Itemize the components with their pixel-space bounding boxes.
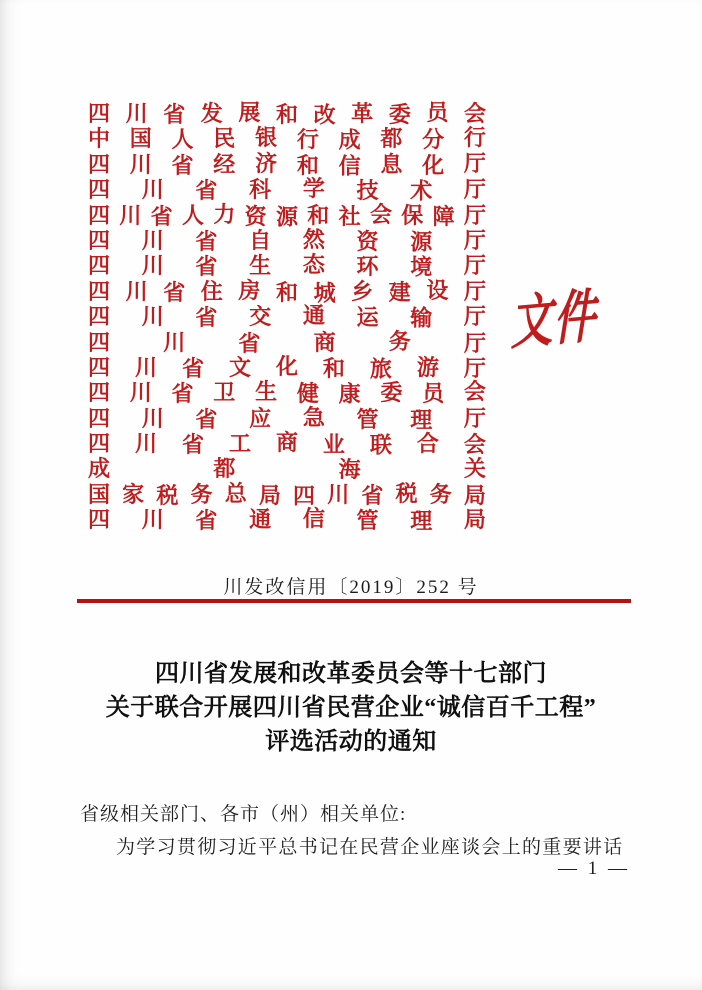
agency-char: 川	[141, 227, 164, 253]
agency-char: 川	[125, 101, 148, 126]
agency-line	[88, 431, 486, 456]
agency-line	[88, 126, 486, 151]
agency-char: 国	[88, 481, 111, 507]
agency-char: 省	[195, 508, 218, 534]
agency-char: 业	[322, 432, 345, 458]
agency-char: 四	[88, 380, 111, 406]
agency-char: 生	[249, 253, 272, 279]
agency-char: 交	[249, 304, 272, 330]
agency-char: 工	[228, 431, 251, 457]
wenjian-stamp: 文件	[508, 282, 606, 357]
agency-char: 川	[141, 405, 164, 431]
agency-char: 川	[327, 481, 350, 507]
agency-char: 省	[195, 178, 218, 204]
agency-char: 川	[141, 507, 164, 533]
document-title	[0, 657, 702, 759]
agency-char: 科	[249, 177, 272, 203]
salutation: 省级相关部门、各市（州）相关单位:	[80, 804, 407, 825]
agency-char: 四	[88, 278, 111, 304]
agency-char: 设	[426, 277, 449, 303]
agency-char: 信	[338, 153, 361, 179]
agency-char: 运	[356, 305, 379, 331]
agency-char: 务	[190, 481, 213, 507]
agency-char: 局	[258, 482, 281, 508]
agency-char: 行	[296, 127, 319, 153]
agency-char: 人	[181, 202, 204, 228]
agency-char: 态	[302, 252, 325, 278]
agency-char: 资	[356, 228, 379, 254]
agency-line	[88, 253, 486, 278]
agency-char: 成	[88, 456, 111, 482]
agency-char: 四	[88, 329, 111, 355]
agency-char: 社	[338, 203, 361, 229]
agency-char: 省	[195, 228, 218, 254]
agency-char: 会	[463, 101, 486, 126]
agency-char: 川	[119, 202, 142, 228]
agency-char: 房	[238, 277, 261, 303]
agency-char: 务	[388, 328, 411, 354]
agency-char: 省	[361, 482, 384, 508]
agency-char: 四	[88, 227, 111, 253]
agency-char: 委	[380, 380, 403, 406]
agency-line	[88, 482, 486, 507]
agency-char: 分	[422, 127, 445, 153]
agency-line	[88, 152, 486, 177]
red-separator-rule	[77, 599, 631, 603]
agency-char: 四	[88, 507, 111, 533]
agency-char: 会	[369, 201, 392, 227]
agency-char: 四	[88, 202, 111, 228]
body-paragraph-first-line: 为学习贯彻习近平总书记在民营企业座谈会上的重要讲话	[116, 837, 624, 858]
agency-char: 四	[88, 253, 111, 279]
agency-char: 技	[356, 178, 379, 204]
agency-char: 川	[163, 329, 186, 355]
agency-char: 经	[213, 151, 236, 177]
agency-char: 四	[88, 431, 111, 457]
agency-char: 住	[200, 278, 223, 304]
title-line-1: 四川省发展和改革委员会等十七部门	[155, 661, 547, 687]
agency-char: 川	[134, 354, 157, 380]
agency-line	[88, 203, 486, 228]
agency-char: 务	[429, 481, 452, 507]
agency-char: 局	[463, 482, 486, 508]
agency-char: 银	[255, 125, 278, 151]
agency-char: 人	[171, 127, 194, 153]
agency-char: 化	[422, 152, 445, 178]
page-number: — 1 —	[558, 858, 630, 879]
agency-char: 革	[351, 101, 374, 126]
agency-char: 川	[141, 253, 164, 279]
agency-char: 文	[228, 354, 251, 380]
agency-list	[88, 101, 486, 533]
agency-line	[88, 380, 486, 405]
agency-char: 省	[195, 406, 218, 432]
agency-char: 合	[416, 431, 439, 457]
agency-char: 省	[171, 381, 194, 407]
agency-char: 员	[422, 381, 445, 407]
agency-char: 城	[313, 280, 336, 306]
agency-char: 省	[238, 330, 261, 356]
agency-char: 信	[302, 506, 325, 532]
agency-char: 中	[88, 126, 111, 152]
agency-char: 省	[163, 279, 186, 305]
agency-char: 省	[195, 254, 218, 280]
agency-char: 源	[410, 229, 433, 255]
agency-char: 环	[356, 254, 379, 280]
agency-char: 理	[410, 508, 433, 534]
agency-char: 海	[338, 457, 361, 483]
agency-char: 四	[88, 151, 111, 177]
agency-char: 四	[88, 304, 111, 330]
agency-char: 资	[244, 203, 267, 229]
agency-char: 厅	[463, 177, 486, 203]
agency-char: 通	[302, 303, 325, 329]
agency-char: 员	[426, 100, 449, 125]
agency-char: 化	[275, 353, 298, 379]
agency-line	[88, 177, 486, 202]
agency-char: 保	[401, 202, 424, 228]
agency-char: 生	[255, 379, 278, 405]
agency-char: 四	[88, 405, 111, 431]
agency-char: 川	[129, 380, 152, 406]
agency-char: 会	[463, 379, 486, 405]
agency-line	[88, 279, 486, 304]
agency-char: 厅	[463, 202, 486, 228]
agency-char: 厅	[463, 227, 486, 253]
agency-char: 力	[213, 201, 236, 227]
agency-char: 厅	[463, 355, 486, 381]
agency-char: 厅	[463, 304, 486, 330]
title-line-2: 关于联合开展四川省民营企业“诚信百千工程”	[105, 695, 597, 721]
agency-char: 省	[171, 152, 194, 178]
agency-char: 学	[302, 176, 325, 202]
agency-char: 川	[125, 278, 148, 304]
agency-char: 税	[395, 480, 418, 506]
agency-char: 厅	[463, 278, 486, 304]
agency-char: 川	[141, 177, 164, 203]
agency-char: 厅	[463, 405, 486, 431]
agency-char: 应	[249, 405, 272, 431]
agency-char: 术	[410, 178, 433, 204]
agency-char: 急	[302, 404, 325, 430]
agency-char: 都	[213, 456, 236, 482]
agency-char: 展	[238, 100, 261, 125]
agency-char: 商	[313, 329, 336, 355]
agency-char: 康	[338, 381, 361, 407]
agency-line	[88, 101, 486, 126]
agency-char: 和	[275, 279, 298, 305]
agency-char: 成	[338, 127, 361, 153]
agency-char: 关	[463, 456, 486, 482]
agency-line	[88, 304, 486, 329]
agency-char: 川	[141, 304, 164, 330]
agency-line	[88, 507, 486, 532]
agency-char: 商	[275, 430, 298, 456]
agency-char: 省	[163, 102, 186, 127]
agency-char: 改	[313, 102, 336, 128]
agency-char: 四	[88, 101, 111, 126]
agency-char: 息	[380, 151, 403, 177]
agency-char: 和	[275, 102, 298, 127]
agency-char: 省	[195, 305, 218, 331]
agency-char: 厅	[463, 253, 486, 279]
doc-number: 川发改信用〔2019〕252 号	[223, 577, 479, 598]
agency-char: 卫	[213, 380, 236, 406]
agency-char: 境	[410, 254, 433, 280]
agency-char: 联	[369, 432, 392, 458]
agency-char: 游	[416, 354, 439, 380]
agency-char: 济	[255, 150, 278, 176]
agency-char: 都	[380, 126, 403, 152]
agency-char: 厅	[463, 150, 486, 176]
agency-char: 厅	[463, 330, 486, 356]
agency-char: 委	[388, 102, 411, 127]
agency-char: 旅	[369, 356, 392, 382]
agency-char: 理	[410, 407, 433, 433]
agency-char: 四	[88, 354, 111, 380]
agency-char: 民	[213, 126, 236, 152]
agency-char: 健	[296, 381, 319, 407]
agency-char: 行	[463, 125, 486, 151]
agency-char: 然	[302, 226, 325, 252]
agency-char: 管	[356, 508, 379, 534]
agency-char: 和	[307, 202, 330, 228]
agency-char: 税	[156, 482, 179, 508]
agency-char: 省	[181, 355, 204, 381]
agency-char: 通	[249, 507, 272, 533]
agency-char: 川	[134, 431, 157, 457]
agency-char: 局	[463, 507, 486, 533]
agency-char: 总	[224, 480, 247, 506]
agency-char: 输	[410, 305, 433, 331]
agency-char: 障	[432, 203, 455, 229]
agency-char: 四	[88, 177, 111, 203]
agency-char: 省	[150, 203, 173, 229]
agency-line	[88, 456, 486, 481]
agency-char: 家	[122, 481, 145, 507]
agency-char: 国	[129, 126, 152, 152]
agency-char: 源	[275, 204, 298, 230]
agency-char: 省	[181, 432, 204, 458]
agency-char: 和	[296, 152, 319, 178]
title-line-3: 评选活动的通知	[265, 729, 437, 755]
agency-char: 会	[463, 432, 486, 458]
agency-char: 乡	[351, 278, 374, 304]
agency-char: 四	[293, 483, 316, 509]
agency-line	[88, 228, 486, 253]
agency-line	[88, 355, 486, 380]
agency-char: 建	[388, 279, 411, 305]
agency-char: 自	[249, 227, 272, 253]
agency-char: 和	[322, 355, 345, 381]
agency-char: 发	[200, 101, 223, 126]
agency-char: 川	[129, 151, 152, 177]
agency-line	[88, 330, 486, 355]
agency-char: 管	[356, 406, 379, 432]
agency-line	[88, 406, 486, 431]
